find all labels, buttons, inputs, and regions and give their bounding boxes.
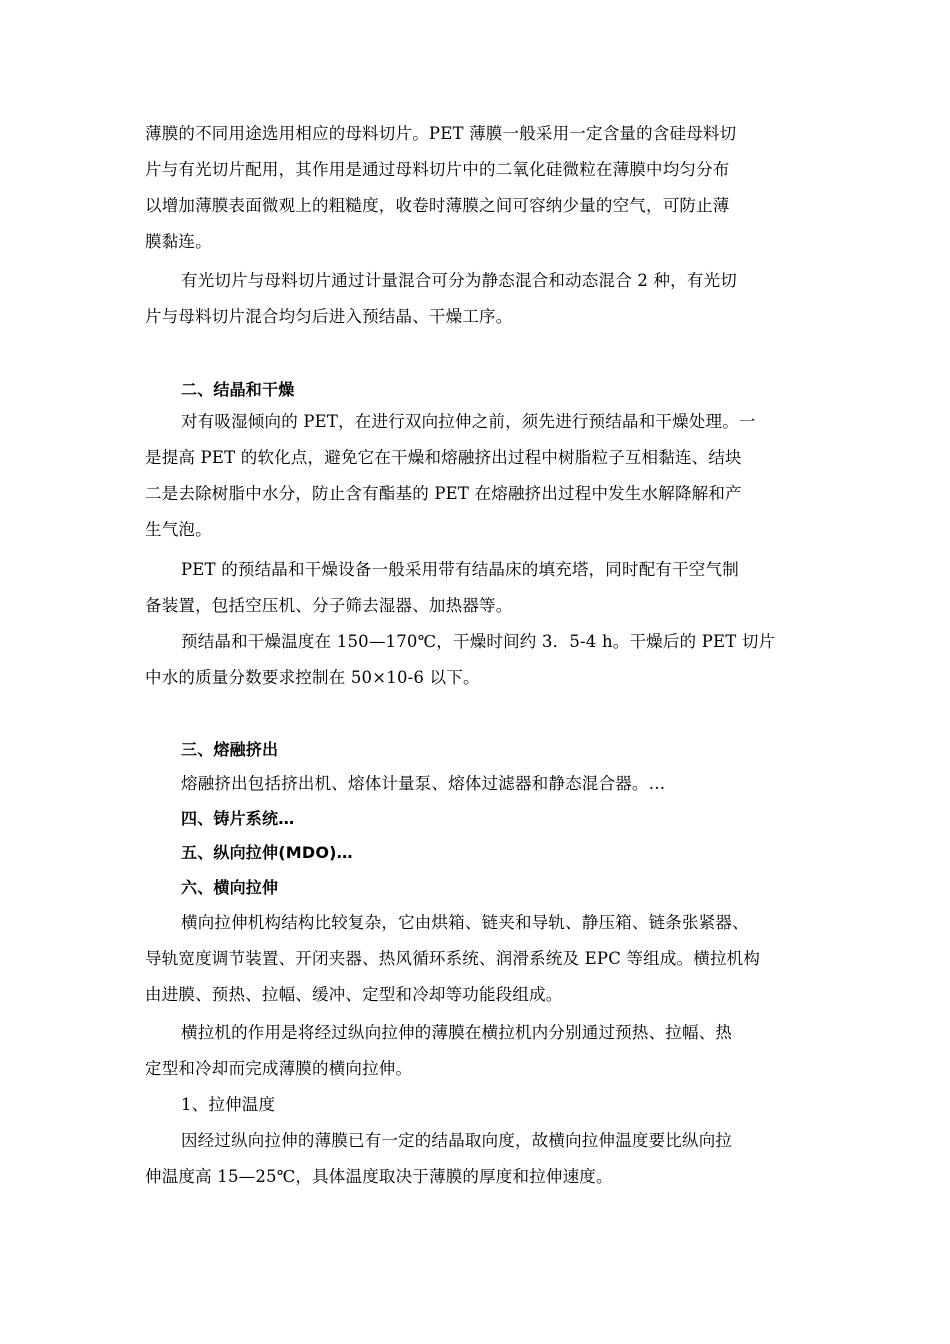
section-heading: 三、熔融挤出 <box>181 740 279 759</box>
paragraph-line: 对有吸湿倾向的 PET，在进行双向拉伸之前，须先进行预结晶和干燥处理。一 <box>181 412 756 431</box>
paragraph-line: 导轨宽度调节装置、开闭夹器、热风循环系统、润滑系统及 EPC 等组成。横拉机构 <box>145 949 761 968</box>
paragraph-line: 因经过纵向拉伸的薄膜已有一定的结晶取向度，故横向拉伸温度要比纵向拉 <box>181 1131 733 1150</box>
paragraph-line: 备装置，包括空压机、分子筛去湿器、加热器等。 <box>145 596 513 615</box>
paragraph-line: 预结晶和干燥温度在 150—170℃，干燥时间约 3．5-4 h。干燥后的 PET 切片 <box>181 632 776 651</box>
paragraph-line: 薄膜的不同用途选用相应的母料切片。PET 薄膜一般采用一定含量的含硅母料切 <box>145 124 737 143</box>
paragraph-line: 生气泡。 <box>145 520 212 539</box>
paragraph-line: 以增加薄膜表面微观上的粗糙度，收卷时薄膜之间可容纳少量的空气，可防止薄 <box>145 196 730 215</box>
section-heading: 五、纵向拉伸(MDO)… <box>181 843 353 862</box>
section-heading: 六、横向拉伸 <box>181 878 279 897</box>
paragraph-line: 有光切片与母料切片通过计量混合可分为静态混合和动态混合 2 种，有光切 <box>181 271 737 290</box>
paragraph-line: 膜黏连。 <box>145 232 212 251</box>
paragraph-line: 片与母料切片混合均匀后进入预结晶、干燥工序。 <box>145 307 513 326</box>
paragraph-line: 横向拉伸机构结构比较复杂，它由烘箱、链夹和导轨、静压箱、链条张紧器、 <box>181 913 749 932</box>
section-heading: 二、结晶和干燥 <box>181 380 295 399</box>
paragraph-line: 片与有光切片配用，其作用是通过母料切片中的二氧化硅微粒在薄膜中均匀分布 <box>145 160 730 179</box>
paragraph-line: 定型和冷却而完成薄膜的横向拉伸。 <box>145 1059 413 1078</box>
paragraph-line: 中水的质量分数要求控制在 50×10-6 以下。 <box>145 668 480 687</box>
paragraph-line: 是提高 PET 的软化点，避免它在干燥和熔融挤出过程中树脂粒子互相黏连、结块 <box>145 448 742 467</box>
paragraph-line: 由进膜、预热、拉幅、缓冲、定型和冷却等功能段组成。 <box>145 985 563 1004</box>
paragraph-line: PET 的预结晶和干燥设备一般采用带有结晶床的填充塔，同时配有干空气制 <box>181 560 739 579</box>
subsection-heading: 1、拉伸温度 <box>181 1095 276 1114</box>
paragraph-line: 伸温度高 15—25℃，具体温度取决于薄膜的厚度和拉伸速度。 <box>145 1167 613 1186</box>
paragraph-line: 横拉机的作用是将经过纵向拉伸的薄膜在横拉机内分别通过预热、拉幅、热 <box>181 1023 733 1042</box>
section-heading: 四、铸片系统… <box>181 809 295 828</box>
paragraph-line: 二是去除树脂中水分，防止含有酯基的 PET 在熔融挤出过程中发生水解降解和产 <box>145 484 742 503</box>
paragraph-line: 熔融挤出包括挤出机、熔体计量泵、熔体过滤器和静态混合器。… <box>181 774 666 793</box>
